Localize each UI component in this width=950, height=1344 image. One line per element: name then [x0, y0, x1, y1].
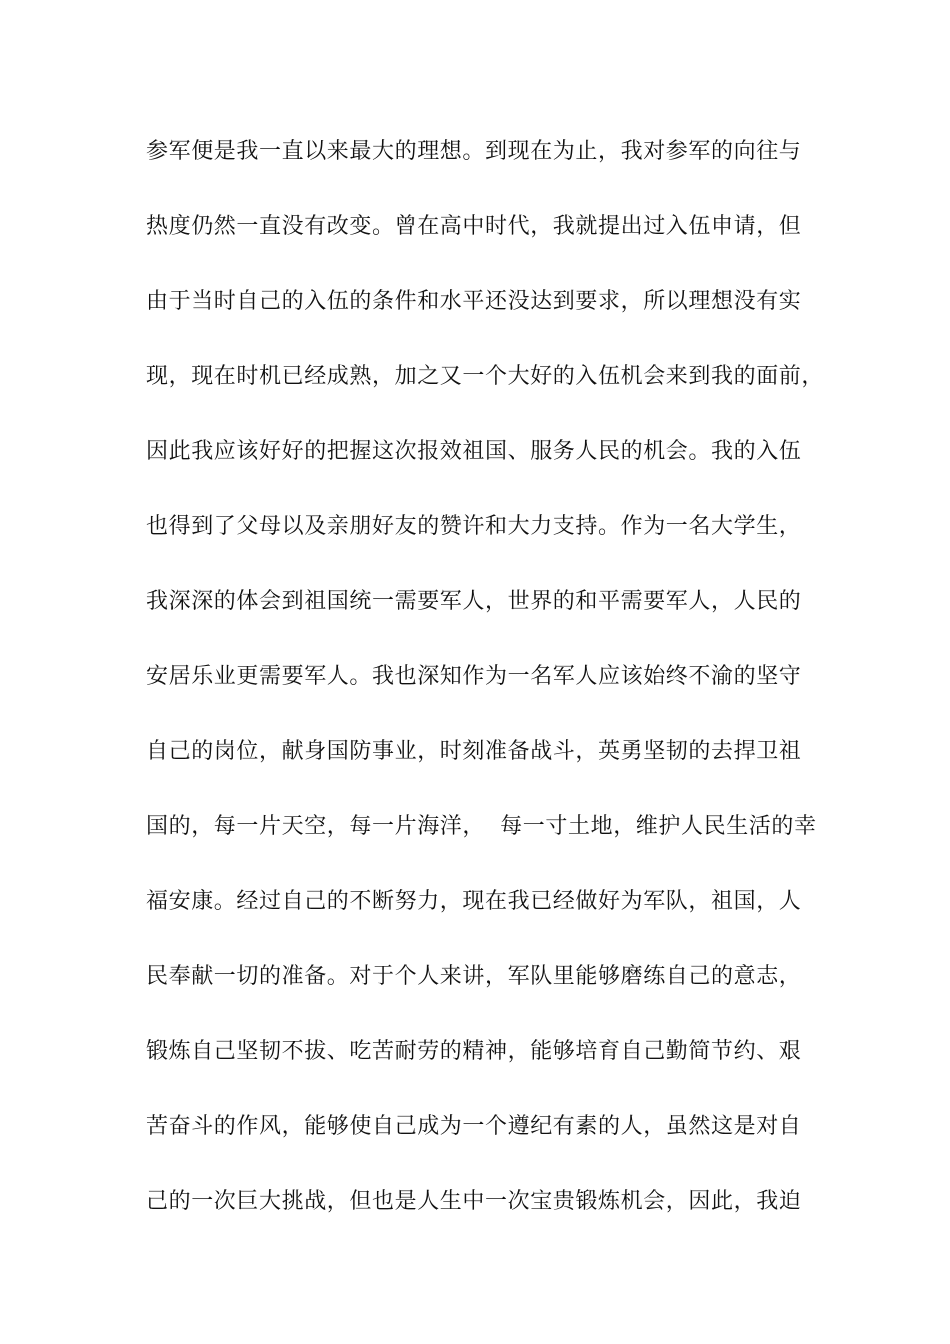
text-line: 安居乐业更需要军人。我也深知作为一名军人应该始终不渝的坚守: [146, 664, 802, 689]
text-line: 热度仍然一直没有改变。曾在高中时代，我就提出过入伍申请，但: [146, 214, 802, 239]
body-paragraph: [146, 132, 836, 1257]
text-line: 也得到了父母以及亲朋好友的赞许和大力支持。作为一名大学生，: [146, 514, 802, 539]
text-line: 我深深的体会到祖国统一需要军人，世界的和平需要军人，人民的: [146, 589, 802, 614]
text-line: 民奉献一切的准备。对于个人来讲，军队里能够磨练自己的意志，: [146, 964, 802, 989]
text-line: 自己的岗位，献身国防事业，时刻准备战斗，英勇坚韧的去捍卫祖: [146, 739, 802, 764]
text-line: 国的，每一片天空，每一片海洋， 每一寸土地，维护人民生活的幸: [146, 814, 817, 839]
text-line: 福安康。经过自己的不断努力，现在我已经做好为军队，祖国，人: [146, 889, 802, 914]
text-line: 现，现在时机已经成熟，加之又一个大好的入伍机会来到我的面前，: [146, 364, 825, 389]
text-line: 己的一次巨大挑战，但也是人生中一次宝贵锻炼机会，因此，我迫: [146, 1189, 802, 1214]
text-line: 参军便是我一直以来最大的理想。到现在为止，我对参军的向往与: [146, 139, 802, 164]
text-line: 苦奋斗的作风，能够使自己成为一个遵纪有素的人，虽然这是对自: [146, 1114, 802, 1139]
text-line: 由于当时自己的入伍的条件和水平还没达到要求，所以理想没有实: [146, 289, 802, 314]
text-line: 锻炼自己坚韧不拔、吃苦耐劳的精神，能够培育自己勤简节约、艰: [146, 1039, 802, 1064]
text-line: 因此我应该好好的把握这次报效祖国、服务人民的机会。我的入伍: [146, 439, 802, 464]
